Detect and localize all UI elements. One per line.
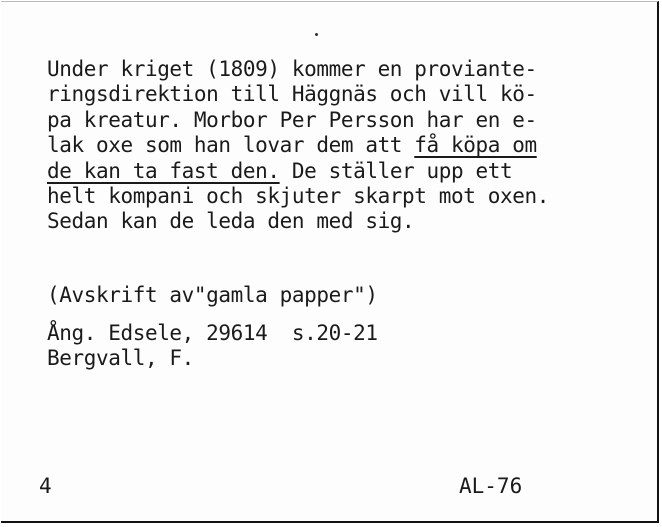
body-line-5	[47, 159, 512, 184]
collector-name: Bergvall, F.	[47, 346, 194, 370]
body-line-7: Sedan kan de leda den med sig.	[47, 209, 415, 233]
ink-speck	[315, 33, 318, 36]
page-number: 4	[39, 474, 52, 498]
underlined-phrase-2: de kan ta fast den.	[47, 159, 280, 183]
archive-card	[1, 1, 659, 523]
source-note: (Avskrift av"gamla papper")	[47, 283, 378, 307]
catalog-code: AL-76	[459, 474, 523, 498]
body-line-4-text: lak oxe som han lovar dem att	[47, 133, 415, 157]
body-line-6: helt kompani och skjuter skarpt mot oxen.	[47, 184, 549, 208]
underlined-phrase-1: få köpa om	[414, 133, 537, 157]
body-line-3: pa kreatur. Morbor Per Persson har en e-	[47, 108, 537, 132]
body-line-1: Under kriget (1809) kommer en proviante-	[47, 57, 537, 81]
reference-line: Ång. Edsele, 29614 s.20-21	[47, 321, 378, 345]
body-line-2: ringsdirektion till Häggnäs och vill kö-	[47, 82, 537, 106]
body-line-4	[47, 133, 537, 158]
body-line-5-text: De ställer upp ett	[279, 159, 513, 183]
